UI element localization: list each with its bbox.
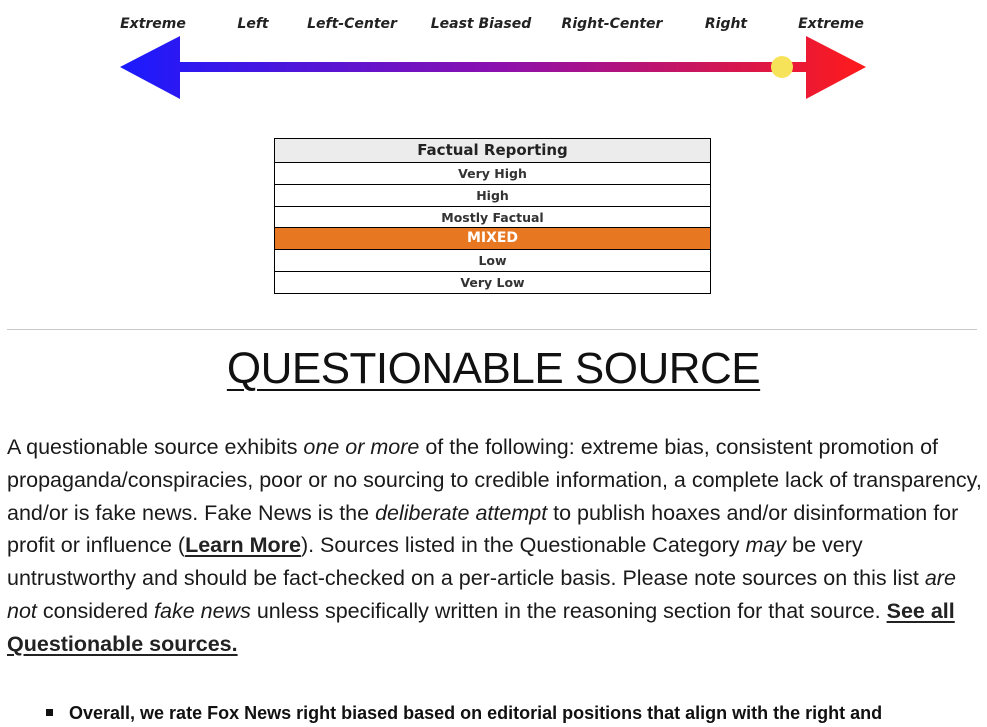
bias-scale [0,0,987,110]
desc-text-6: considered [36,598,155,623]
factual-reporting-header: Factual Reporting [275,139,710,162]
bias-label-right: Right [704,16,748,32]
desc-text-5: be very untrustworthy and should be fact-checked on a per-article basis. Please note sources on this list [7,533,925,591]
factual-row-very-high: Very High [275,162,710,184]
questionable-source-description [7,431,982,661]
bias-label-least-biased: Least Biased [430,16,532,32]
bias-marker [771,56,793,78]
desc-em-2: deliberate attempt [375,500,548,525]
factual-row-mostly-factual: Mostly Factual [275,206,710,228]
factual-row-low: Low [275,249,710,271]
rating-bullet-text: Overall, we rate Fox News right biased based on editorial positions that align with the right and [69,703,883,723]
bias-label-left-center: Left-Center [307,16,397,32]
factual-row-high: High [275,184,710,206]
factual-row-mixed: MIXED [275,227,710,249]
desc-em-5: are not [7,566,956,623]
section-divider [7,329,977,330]
questionable-source-title-text: QUESTIONABLE SOURCE [226,344,761,393]
bias-label-right-center: Right-Center [561,16,663,32]
desc-text-2: of the following: extreme bias, consistent promotion of propaganda/conspiracies, poor or no sourcing to credible information, a complete lack of transparency, and/or is fake news. Fake News is the [7,435,982,525]
desc-text-1: A questionable source exhibits [7,435,304,459]
bias-arrow [0,30,987,105]
learn-more-link[interactable]: Learn More [185,533,301,558]
bias-arrow-shape [120,36,866,99]
desc-text-3: to publish hoaxes and/or disinformation for profit or influence ( [7,500,959,558]
factual-row-very-low: Very Low [275,271,710,293]
bias-label-left: Left [237,16,269,32]
see-all-questionable-link[interactable]: See all Questionable sources. [7,598,955,656]
bias-label-extreme-left: Extreme [120,16,186,32]
bullet-square-icon [46,709,53,716]
questionable-source-title [0,344,987,394]
desc-text-4: ). Sources listed in the Questionable Category [300,533,746,558]
factual-reporting-table [274,138,711,294]
desc-em-6: fake news [154,598,251,623]
desc-em-1: one or more [303,435,420,459]
desc-text-7: unless specifically written in the reasoning section for that source. [250,598,887,623]
bias-label-extreme-right: Extreme [798,16,864,32]
desc-em-4: may [745,533,787,558]
